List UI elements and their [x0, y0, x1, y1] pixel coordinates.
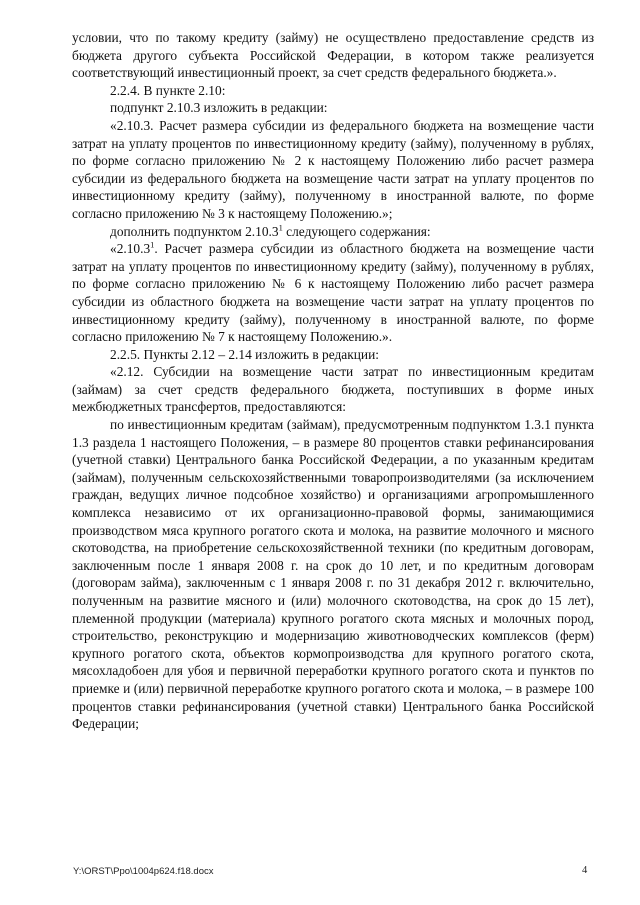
paragraph-6: «2.10.3$^1$. Расчет размера субсидии из областного бюджета на возмещение части затрат на уплату процентов по инвестиционному кредиту (займу), полученному в рублях, по форме согласно приложению № 6 к настоящему Положению либо расчет размера субсидии из областного бюджета на возмещение части затрат на уплату процентов по инвестиционному кредиту (займу), полученному в иностранной валюте, по форме согласно приложению № 7 к настоящему Положению.». [72, 239, 594, 345]
paragraph-9: по инвестиционным кредитам (займам), предусмотренным подпунктом 1.3.1 пункта 1.3 раздела 1 настоящего Положения, – в размере 80 процентов ставки рефинансирования (учетной ставки) Центрального банка Российской Федерации, а по указанным кредитам (займам), полученным сельскохозяйственными товаропроизводителями (за исключением граждан, ведущих личное подсобное хозяйство) и организациями агропромышленного комплекса независимо от их организационно-правовой формы, занимающимися производством мяса крупного рогатого скота и молока, на развитие молочного и мясного скотоводства, на приобретение сельскохозяйственной техники (по кредитным договорам, заключенным после 1 января 2008 г. на срок до 10 лет, и по кредитным договорам (договорам займа), заключенным с 1 января 2008 г. по 31 декабря 2012 г. включительно, полученным на развитие мясного и (или) молочного скотоводства, на срок до 15 лет), племенной продукции (материала) крупного рогатого скота мясных и молочных пород, строительство, реконструкцию и модернизацию животноводческих комплексов (ферм) крупного рогатого скота, объектов кормопроизводства для крупного рогатого скота, мясохладобоен для убоя и первичной переработки крупного рогатого скота и пунктов по приемке и (или) первичной переработке крупного рогатого скота и молока, – в размере 100 процентов ставки рефинансирования (учетной ставки) Центрального банка Российской Федерации; [72, 417, 594, 732]
paragraph-7: 2.2.5. Пункты 2.12 – 2.14 изложить в редакции: [110, 346, 379, 362]
document-body [72, 29, 594, 733]
footer-file-path: Y:\ORST\Ppo\1004p624.f18.docx [73, 866, 214, 877]
paragraph-5: дополнить подпунктом 2.10.3$^1$ следующего содержания: [110, 222, 431, 239]
paragraph-3: подпункт 2.10.3 изложить в редакции: [110, 100, 328, 116]
paragraph-4: «2.10.3. Расчет размера субсидии из федерального бюджета на возмещение части затрат на уплату процентов по инвестиционному кредиту (займу), полученному в рублях, по форме согласно приложению № 2 к настоящему Положению либо расчет размера субсидии из федерального бюджета на возмещение части затрат на уплату процентов по инвестиционному кредиту (займу), полученному в иностранной валюте, по форме согласно приложению № 3 к настоящему Положению.»; [72, 117, 594, 221]
paragraph-1: условии, что по такому кредиту (займу) не осуществлено предоставление средств из бюджета другого субъекта Российской Федерации, в котором также реализуется соответствующий инвестиционный проект, за счет средств федерального бюджета.». [72, 30, 594, 81]
superscript: 1 [150, 239, 155, 250]
superscript: 1 [278, 222, 283, 233]
paragraph-2: 2.2.4. В пункте 2.10: [110, 82, 226, 98]
paragraph-8: «2.12. Субсидии на возмещение части затрат по инвестиционным кредитам (займам) за счет средств федерального бюджета, поступивших в форме иных межбюджетных трансфертов, предоставляются: [72, 364, 594, 415]
page-number: 4 [582, 865, 588, 876]
